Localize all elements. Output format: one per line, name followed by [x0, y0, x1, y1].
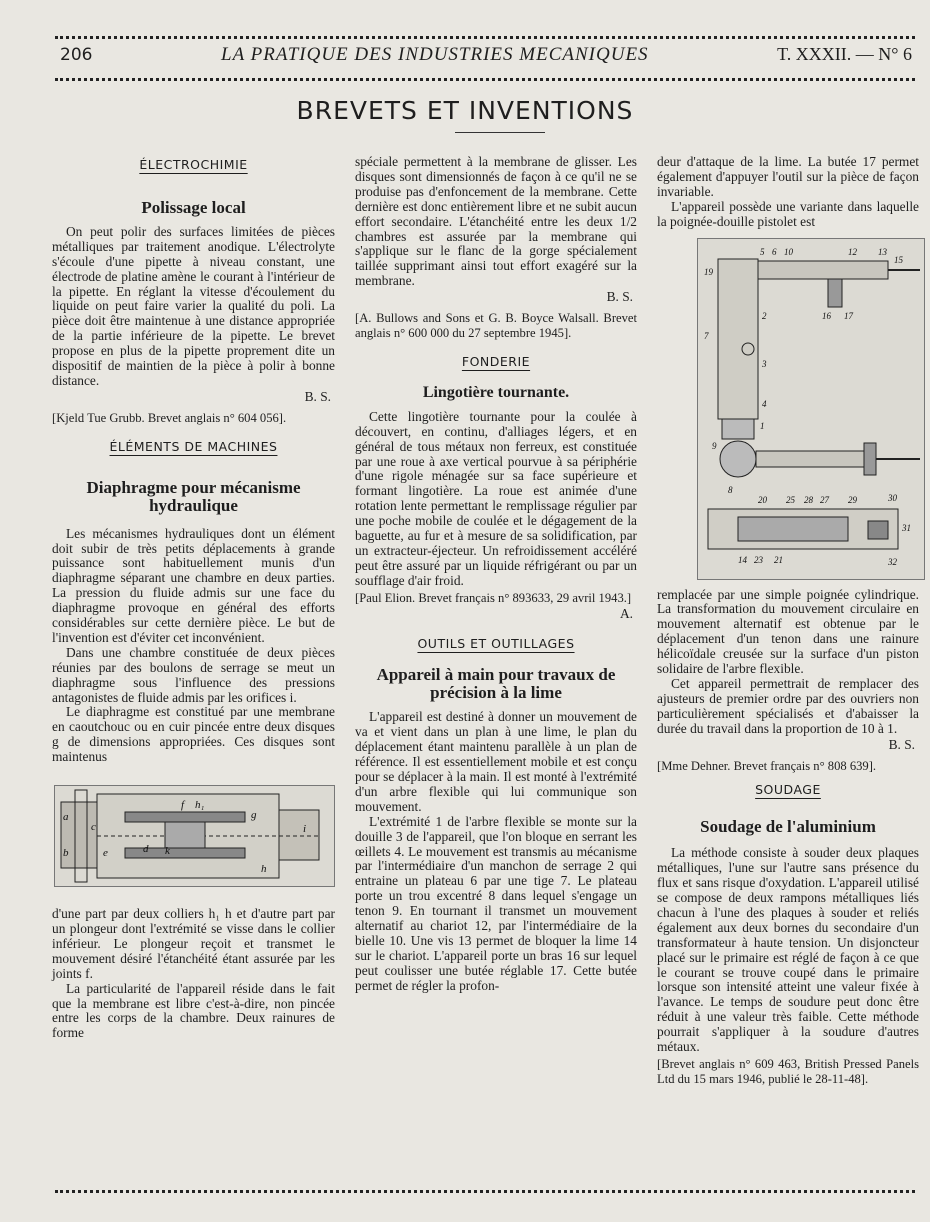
- figure-label: g: [251, 809, 257, 822]
- paragraph: deur d'attaque de la lime. La butée 17 permet également d'appuyer l'outil sur la pièce de façon invariable.: [657, 154, 919, 199]
- patent-reference: [Kjeld Tue Grubb. Brevet anglais n° 604 056].: [52, 410, 287, 425]
- bottom-dotted-rule: [55, 1190, 915, 1193]
- figure-label: 15: [894, 254, 903, 265]
- header-dotted-rule: [55, 78, 915, 81]
- figure-label: d: [143, 843, 149, 856]
- figure-label: 13: [878, 246, 887, 257]
- section-heading: SOUDAGE: [755, 782, 821, 798]
- paragraph: Cet appareil permettrait de remplacer des ajusteurs de premier ordre par des ouvriers non particulièrement spécialisés et d'abaisser la durée du travail dans la proportion de 10 à 1.: [657, 675, 919, 736]
- patent-reference: [Brevet anglais n° 609 463, British Pressed Panels Ltd du 15 mars 1946, publié le 28-11-48].: [657, 1057, 919, 1086]
- figure-label: h₁: [195, 799, 205, 812]
- figure-label: 27: [820, 494, 829, 505]
- file-tool-figure: [697, 238, 925, 580]
- figure-label: 1: [760, 420, 765, 431]
- figure-label: a: [63, 811, 69, 824]
- paragraph: d'une part par deux colliers h₁ h et d'autre part par un plongeur dont l'extrémité se visse dans le collier inférieur. Le plongeur reçoit et transmet le mouvement désiré l'étanchéité étant assurée par les joints f.: [52, 906, 335, 981]
- article-title: Polissage local: [141, 197, 246, 217]
- figure-label: i: [303, 823, 307, 836]
- paragraph: L'appareil possède une variante dans laquelle la poignée-douille pistolet est: [657, 198, 919, 229]
- journal-title: LA PRATIQUE DES INDUSTRIES MECANIQUES: [221, 44, 649, 65]
- figure-label: 2: [762, 310, 767, 321]
- figure-label: 32: [888, 556, 897, 567]
- figure-label: 7: [704, 330, 709, 341]
- figure-label: c: [91, 821, 96, 834]
- page-title: BREVETS ET INVENTIONS: [296, 96, 634, 125]
- figure-label: 20: [758, 494, 767, 505]
- figure-label: b: [63, 847, 69, 860]
- column-2: [355, 155, 637, 994]
- figure-label: 30: [888, 492, 897, 503]
- figure-label: 29: [848, 494, 857, 505]
- figure-label: 31: [902, 522, 911, 533]
- running-header: [60, 44, 912, 66]
- patent-reference: [Mme Dehner. Brevet français n° 808 639].: [657, 758, 877, 773]
- column-1: [52, 152, 335, 1041]
- article-title: Soudage de l'aluminium: [700, 817, 876, 837]
- paragraph: remplacée par une simple poignée cylindrique. La transformation du mouvement circulaire en mouvement alternatif est obtenue par le déplacement d'un tenon dans une rainure hélicoïdale creusée sur la surface d'un piston solidaire de l'arbre flexible.: [657, 586, 919, 677]
- author-initials: B. S.: [606, 289, 633, 305]
- patent-reference: [A. Bullows and Sons et G. B. Boyce Walsall. Brevet anglais n° 600 000 du 27 septembre 1945].: [355, 311, 637, 340]
- paragraph: spéciale permettent à la membrane de glisser. Les disques sont dimensionnés de façon à ce qu'il ne se produise pas d'enfoncement de la membrane. Cette dernière est donc entièrement libre et ne subit aucun effort secondaire. L'étanchéité entre les deux 1/2 chambres est assurée par la membrane qui s'applique sur le flanc de la gorge spécialement taillée supprimant ainsi tout effort exagéré sur la membrane.: [355, 154, 637, 289]
- article-title: Lingotière tournante.: [422, 383, 570, 401]
- figure-label: f: [181, 799, 185, 812]
- section-heading: ÉLECTROCHIMIE: [139, 157, 248, 172]
- paragraph: L'extrémité 1 de l'arbre flexible se monte sur la douille 3 de l'appareil, que l'on bloque en serrant les œillets 4. Le mouvement est transmis au mécanisme par l'intermédiaire d'un manchon de serrage 2 qui entraine un plateau 6 par une tige 7. Le plateau porte un trou excentré 8 dans lequel s'engage un tenon 9. En tournant il transmet un mouvement alternatif au chariot 12, par l'intermédiaire de la bielle 10. Une vis 13 permet de bloquer la lime 14 sur le chariot. L'appareil porte un bras 16 sur lequel peut coulisser une butée réglable 17. Cette butée permet de régler la profon-: [355, 813, 637, 993]
- figure-label: 21: [774, 554, 783, 565]
- author-initials: B. S.: [888, 736, 915, 752]
- figure-label: 9: [712, 440, 717, 451]
- figure-label: 28: [804, 494, 813, 505]
- paragraph: Le diaphragme est constitué par une membrane en caoutchouc ou en cuir pincée entre deux disques g de dimensions appropriées. Ces disques sont maintenus: [52, 704, 335, 765]
- paragraph: Dans une chambre constituée de deux pièces réunies par des boulons de serrage se meut un diaphragme sous l'influence des pressions antagonistes de fluide admis par les orifices i.: [52, 644, 335, 705]
- paragraph: La méthode consiste à souder deux plaques métalliques, l'une sur l'autre sans présence du flux et sans risque d'oxydation. L'appareil utilisé se compose de deux rampons métalliques liés chacun à l'une des plaques à souder et reliés également aux deux bornes du secondaire d'un transformateur à haute tension. Un disjoncteur placé sur le primaire est réglé de façon à ce que le courant se trouve coupé dans le primaire lorsque son intensité atteint une valeur fixée à l'avance. Le temps de soudure peut donc être réduit à une valeur très faible. Cette méthode pourrait s'appliquer à la soudure d'autres métaux.: [657, 845, 919, 1055]
- author-initials: B. S.: [304, 388, 331, 404]
- section-heading: ÉLÉMENTS DE MACHINES: [109, 438, 278, 454]
- author-initials: A.: [619, 605, 633, 621]
- figure-label: 8: [728, 484, 733, 495]
- paragraph: La particularité de l'appareil réside dans le fait que la membrane est libre c'est-à-dire, non pincée entre les corps de la chambre. Deux rainures de forme: [52, 980, 335, 1041]
- paragraph: On peut polir des surfaces limitées de pièces métalliques par traitement anodique. L'électrolyte s'écoule d'une pipette à niveau constant, une électrode de platine amène le courant à l'intérieur de la pipette. En réglant la vitesse d'écoulement du liquide on peut faire varier la qualité du poli. La pièce doit être maintenue à une distance appropriée de la partie inférieure de la pipette. Le brevet propose en plus de la pipette proprement dite un dispositif de maintien de la pièce à polir à bonne distance.: [52, 223, 335, 388]
- figure-label: e: [103, 847, 108, 860]
- figure-label: 14: [738, 554, 747, 565]
- volume-number: T. XXXII. — N° 6: [777, 44, 912, 64]
- section-heading: OUTILS ET OUTILLAGES: [417, 636, 575, 652]
- article-title: Diaphragme pour mécanisme hydraulique: [86, 477, 301, 515]
- figure-label: 5: [760, 246, 765, 257]
- figure-label: 23: [754, 554, 763, 565]
- figure-label: 3: [762, 358, 767, 369]
- figure-label: k: [165, 845, 170, 858]
- figure-label: 4: [762, 398, 767, 409]
- figure-label: 6: [772, 246, 777, 257]
- patent-reference: [Paul Elion. Brevet français n° 893633, 29 avril 1943.]: [355, 590, 632, 605]
- section-heading: FONDERIE: [461, 353, 531, 369]
- top-dotted-rule: [55, 36, 915, 39]
- figure-label: 10: [784, 246, 793, 257]
- paragraph: L'appareil est destiné à donner un mouvement de va et vient dans un plan à une lime, le plan du déplacement étant maintenu parallèle à un plan de référence. Il est essentiellement mobile et est conçu pour se déplacer à la main. Il est monté à l'extrémité d'un arbre flexible qui lui communique son mouvement.: [355, 709, 637, 814]
- paragraph: Les mécanismes hydrauliques dont un élément doit subir de très petits déplacements à grande puissance sont habituellement munis d'un diaphragme séparant une chambre en deux parties. La pression du fluide admis sur une face du diaphragme provoque en général des efforts considérables sur cette dernière pièce. Le but de l'invention est d'éviter cet inconvénient.: [52, 525, 335, 645]
- column-3: [657, 155, 919, 1097]
- article-title: Appareil à main pour travaux de précision à la lime: [376, 665, 616, 703]
- figure-label: 17: [844, 310, 853, 321]
- figure-label: 12: [848, 246, 857, 257]
- figure-label: 19: [704, 266, 713, 277]
- figure-label: 16: [822, 310, 831, 321]
- figure-label: h: [261, 863, 267, 876]
- figure-label: 25: [786, 494, 795, 505]
- title-underline: [455, 132, 545, 133]
- diaphragm-figure: [54, 785, 335, 887]
- paragraph: Cette lingotière tournante pour la coulée à découvert, en continu, d'alliages légers, et en général de tous métaux non ferreux, est constituée par une roue à axe vertical pourvue à sa périphérie d'une rigole ménagée sur sa face supérieure et formant lingotière. La roue est animée d'une rotation lente permettant le remplissage régulier par une poche mobile de coulée et le dégagement de la baguette, au fur et à mesure de sa solidification, par un extracteur-éjecteur. Un refroidissement accéléré peut être assuré par un liquide réfrigérant ou par un soufflage d'air froid.: [355, 408, 637, 588]
- page-number: 206: [60, 45, 93, 65]
